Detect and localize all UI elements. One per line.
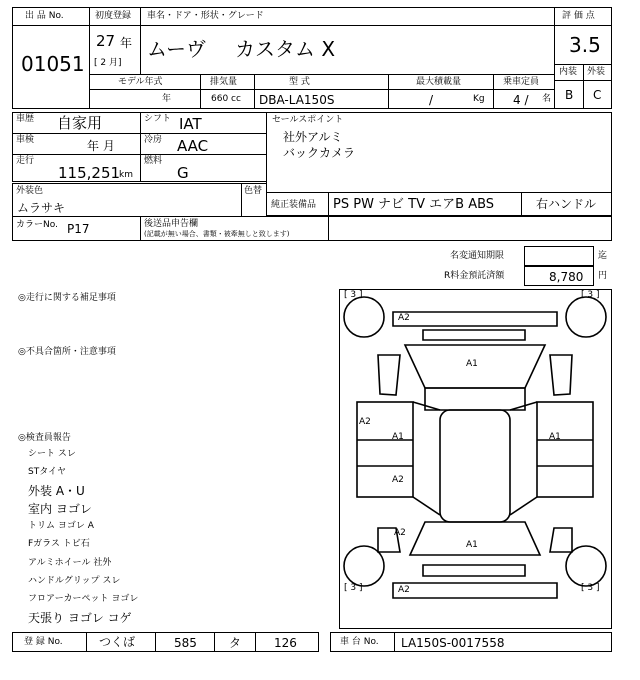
remark-line: 室内 ヨゴレ <box>28 502 92 516</box>
recycle-value: 8,780 <box>549 270 584 284</box>
model-code-value: DBA-LA150S <box>259 93 335 107</box>
remark-line: フロアーカーペット ヨゴレ <box>28 594 139 604</box>
plate-number-cell <box>255 632 319 652</box>
remark-line: Fガラス トビ石 <box>28 539 90 549</box>
chassis-value: LA150S-0017558 <box>401 636 505 650</box>
name-change-suffix: 迄 <box>598 251 608 261</box>
reg-year-unit: 年 <box>120 36 133 50</box>
inspector-header: ◎検査員報告 <box>18 433 71 443</box>
model-year-value: 年 <box>162 94 172 104</box>
tread-front-left: [ 3 ] <box>344 290 363 300</box>
tread-front-right: [ 3 ] <box>581 290 600 300</box>
inspection-value: 年 月 <box>87 139 115 153</box>
color-no-value: P17 <box>67 222 90 236</box>
history-value: 自家用 <box>57 114 103 132</box>
drive-value: 右ハンドル <box>536 197 597 211</box>
plate-region: つくば <box>99 635 136 649</box>
displacement-value: 660 cc <box>211 94 241 104</box>
ac-value: AAC <box>177 137 209 155</box>
recycle-unit: 円 <box>598 271 608 281</box>
damage-mark: A2 <box>359 417 371 427</box>
defects-header: ◎不具合箇所・注意事項 <box>18 347 116 357</box>
sales-point-1: 社外アルミ <box>283 130 343 144</box>
score-label: 評 価 点 <box>562 11 595 21</box>
sales-point-2: バックカメラ <box>283 146 356 160</box>
aftermarket-label: 後送品申告欄 <box>144 219 199 229</box>
damage-mark: A1 <box>466 540 478 550</box>
recycle-label: R料金預託済額 <box>444 271 505 281</box>
repaint-label: 色替 <box>244 186 263 196</box>
equipment-value: PS PW ナビ TV エアB ABS <box>333 197 495 212</box>
car-grade: カスタム X <box>235 37 336 61</box>
lot-number: 01051 <box>21 52 85 76</box>
damage-mark: A2 <box>398 585 410 595</box>
damage-mark: A2 <box>394 528 406 538</box>
tread-rear-right: [ 3 ] <box>581 583 600 593</box>
displacement-label: 排気量 <box>210 77 238 87</box>
remark-line: 天張り ヨゴレ コゲ <box>28 611 132 625</box>
interior-value: B <box>565 88 574 102</box>
shift-label: シフト <box>144 114 172 124</box>
damage-mark: A1 <box>466 359 478 369</box>
mileage-value: 115,251 <box>58 164 121 182</box>
sales-points-label: セールスポイント <box>272 115 344 125</box>
remark-line: アルミホイール 社外 <box>28 558 112 568</box>
plate-label: 登 録 No. <box>24 637 63 647</box>
plate-kana: タ <box>229 636 242 650</box>
seating-unit: 名 <box>542 94 552 104</box>
lot-label: 出 品 No. <box>25 11 64 21</box>
payload-unit: Kg <box>473 94 485 104</box>
remark-line: ハンドルグリップ スレ <box>28 576 121 586</box>
model-year-label: モデル年式 <box>118 77 163 87</box>
inspection-label: 車検 <box>16 135 35 145</box>
reg-year: 27 <box>96 32 116 50</box>
mileage-label: 走行 <box>16 156 35 166</box>
chassis-value-cell <box>394 632 612 652</box>
color-no-label: カラーNo. <box>16 220 58 230</box>
reg-label: 初度登録 <box>95 11 132 21</box>
ac-label: 冷房 <box>144 135 163 145</box>
exterior-value: C <box>593 88 602 102</box>
fuel-label: 燃料 <box>144 156 163 166</box>
shift-value: IAT <box>179 115 202 133</box>
remark-line: 外装 A・U <box>28 484 85 498</box>
plate-class-cell <box>155 632 215 652</box>
damage-mark: A2 <box>392 475 404 485</box>
chassis-label: 車 台 No. <box>340 637 379 647</box>
interior-label: 内装 <box>559 67 578 77</box>
body-color-value: ムラサキ <box>17 201 66 215</box>
fuel-value: G <box>177 164 189 182</box>
aftermarket-note: (記載が無い場合、書類・被牽無しと致します) <box>144 230 290 238</box>
car-label: 車名・ドア・形状・グレード <box>147 11 264 21</box>
damage-mark: A2 <box>398 313 410 323</box>
plate-class: 585 <box>174 636 197 650</box>
history-label: 車歴 <box>16 114 35 124</box>
score-value: 3.5 <box>569 33 601 57</box>
plate-region-cell <box>86 632 156 652</box>
car-name: ムーヴ <box>147 37 206 61</box>
equipment-label: 純正装備品 <box>271 200 317 210</box>
exterior-label: 外装 <box>587 67 606 77</box>
payload-slash: / <box>429 93 434 107</box>
payload-label: 最大積載量 <box>416 77 462 87</box>
remark-line: トリム ヨゴレ A <box>28 521 94 531</box>
seating-value: 4 / <box>513 93 529 107</box>
body-color-label: 外装色 <box>16 186 44 196</box>
remark-line: STタイヤ <box>28 467 67 477</box>
damage-mark: A1 <box>549 432 561 442</box>
plate-kana-cell <box>214 632 256 652</box>
model-code-label: 型 式 <box>289 77 310 87</box>
tread-rear-left: [ 3 ] <box>344 583 363 593</box>
mileage-unit: km <box>119 170 133 180</box>
reg-month: [ 2 月] <box>94 58 122 68</box>
damage-mark: A1 <box>392 432 404 442</box>
chassis-label-cell <box>330 632 395 652</box>
remark-line: シート スレ <box>28 449 76 459</box>
plate-number: 126 <box>274 636 297 650</box>
driving-header: ◎走行に関する補足事項 <box>18 293 116 303</box>
name-change-label: 名変通知期限 <box>450 251 505 261</box>
plate-label-cell <box>12 632 87 652</box>
seating-label: 乗車定員 <box>503 77 540 87</box>
